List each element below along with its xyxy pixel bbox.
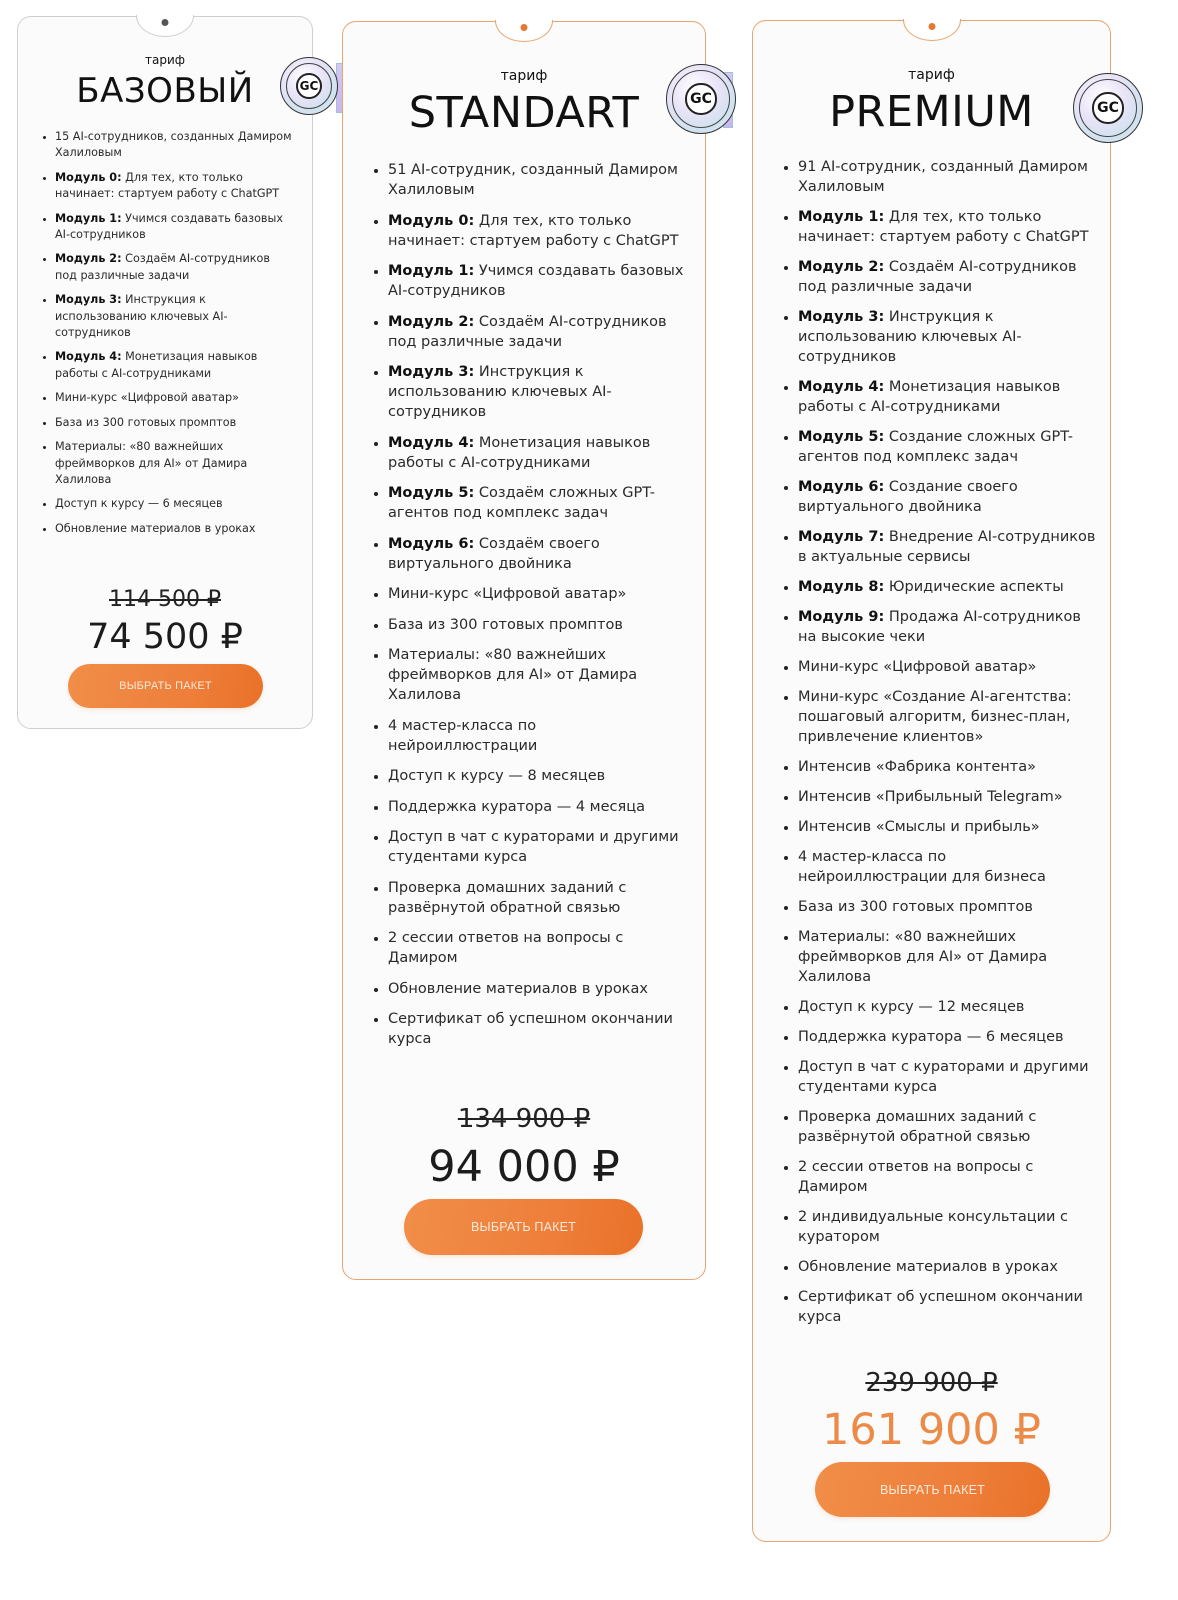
- feature-text: Продажа AI-сотрудников на высокие чеки: [798, 609, 1081, 645]
- notch-dot-icon: [521, 24, 528, 31]
- feature-item: [798, 757, 1098, 777]
- feature-item: [798, 607, 1098, 647]
- feature-item: [55, 439, 295, 488]
- feature-module-label: Модуль 5:: [798, 429, 885, 445]
- old-price: 114 500 ₽: [109, 587, 221, 612]
- badge-ring: [1079, 79, 1137, 137]
- feature-text: 4 мастер-класса по нейроиллюстрации: [388, 717, 538, 754]
- feature-text: Материалы: «80 важнейших фреймворков для AI» от Дамира Халилова: [55, 440, 248, 486]
- feature-module-label: Модуль 1:: [55, 211, 122, 225]
- feature-item: [798, 1287, 1098, 1327]
- feature-item: [388, 645, 688, 705]
- feature-item: [798, 157, 1098, 197]
- feature-text: Поддержка куратора — 6 месяцев: [798, 1029, 1064, 1045]
- feature-text: Доступ в чат с кураторами и другими студентами курса: [798, 1059, 1089, 1095]
- feature-text: Учимся создавать базовых AI-сотрудников: [55, 211, 283, 242]
- feature-text: Интенсив «Фабрика контента»: [798, 759, 1036, 775]
- feature-text: Создаём AI-сотрудников под различные задачи: [388, 313, 667, 350]
- feature-item: [798, 257, 1098, 297]
- feature-text: Создаём своего виртуального двойника: [388, 535, 600, 572]
- feature-module-label: Модуль 9:: [798, 609, 885, 625]
- feature-text: Мини-курс «Цифровой аватар»: [55, 391, 239, 405]
- choose-plan-button-premium[interactable]: ВЫБРАТЬ ПАКЕТ: [815, 1462, 1050, 1517]
- feature-text: Материалы: «80 важнейших фреймворков для AI» от Дамира Халилова: [388, 647, 638, 703]
- plan-label: тариф: [908, 67, 955, 83]
- plan-name: БАЗОВЫЙ: [76, 71, 254, 111]
- feature-text: Сертификат об успешном окончании курса: [798, 1289, 1083, 1325]
- card-notch: [495, 20, 553, 42]
- feature-text: Создаём AI-сотрудников под различные задачи: [798, 259, 1077, 295]
- feature-text: База из 300 готовых промптов: [798, 899, 1033, 915]
- feature-item: [388, 261, 688, 301]
- feature-text: Инструкция к использованию ключевых AI-сотрудников: [798, 309, 1022, 365]
- feature-module-label: Модуль 1:: [798, 209, 885, 225]
- feature-text: Внедрение AI-сотрудников в актуальные сервисы: [798, 529, 1096, 565]
- feature-item: [55, 521, 295, 537]
- feature-text: Для тех, кто только начинает: стартуем работу с ChatGPT: [388, 212, 679, 249]
- getcourse-verified-badge-icon: [280, 57, 338, 115]
- plan-name: STANDART: [408, 88, 640, 138]
- badge-ring: [672, 70, 730, 128]
- feature-item: [388, 160, 688, 200]
- feature-item: [388, 211, 688, 251]
- feature-text: Доступ к курсу — 6 месяцев: [55, 497, 223, 511]
- plan-card-premium: [752, 20, 1119, 1542]
- feature-list: [388, 160, 688, 1060]
- feature-text: Доступ в чат с кураторами и другими студентами курса: [388, 829, 679, 865]
- card-notch: [136, 15, 194, 37]
- feature-text: Для тех, кто только начинает: стартуем работу с ChatGPT: [55, 170, 280, 201]
- feature-text: База из 300 готовых промптов: [55, 415, 237, 429]
- feature-text: 2 индивидуальные консультации с куратором: [798, 1209, 1069, 1245]
- feature-text: Доступ к курсу — 8 месяцев: [388, 768, 606, 784]
- feature-text: Сертификат об успешном окончании курса: [388, 1011, 673, 1047]
- old-price: 134 900 ₽: [457, 1104, 591, 1134]
- feature-item: [798, 527, 1098, 567]
- feature-text: Проверка домашних заданий с развёрнутой обратной связью: [798, 1109, 1037, 1145]
- feature-module-label: Модуль 3:: [798, 309, 885, 325]
- feature-item: [798, 1257, 1098, 1277]
- plan-card-standart: [342, 21, 712, 1280]
- feature-module-label: Модуль 0:: [55, 170, 122, 184]
- feature-text: 91 AI-сотрудник, созданный Дамиром Халиловым: [798, 159, 1088, 195]
- feature-item: [388, 827, 688, 867]
- feature-item: [798, 1057, 1098, 1097]
- feature-text: 2 сессии ответов на вопросы с Дамиром: [388, 930, 624, 966]
- feature-module-label: Модуль 6:: [798, 479, 885, 495]
- feature-item: [55, 390, 295, 406]
- feature-item: [798, 1107, 1098, 1147]
- feature-item: [798, 1157, 1098, 1197]
- feature-item: [798, 1027, 1098, 1047]
- feature-item: [798, 997, 1098, 1017]
- feature-list: [798, 157, 1098, 1337]
- feature-item: [55, 251, 295, 284]
- feature-item: [55, 129, 295, 162]
- feature-text: Проверка домашних заданий с развёрнутой обратной связью: [388, 879, 627, 916]
- feature-text: Создаём AI-сотрудников под различные задачи: [55, 252, 270, 282]
- feature-text: Доступ к курсу — 12 месяцев: [798, 999, 1025, 1015]
- feature-module-label: Модуль 2:: [798, 259, 885, 275]
- feature-text: Юридические аспекты: [884, 579, 1064, 595]
- price: 94 000 ₽: [428, 1142, 620, 1192]
- notch-dot-icon: [928, 23, 935, 30]
- feature-item: [798, 657, 1098, 677]
- feature-module-label: Модуль 4:: [55, 350, 122, 364]
- feature-item: [798, 1207, 1098, 1247]
- feature-item: [388, 878, 688, 918]
- feature-text: Создаём сложных GPT-агентов под комплекс задач: [388, 485, 656, 521]
- feature-text: 4 мастер-класса по нейроиллюстрации для бизнеса: [798, 849, 1046, 885]
- feature-module-label: Модуль 7:: [798, 529, 885, 545]
- feature-item: [798, 477, 1098, 517]
- feature-list: [55, 129, 295, 545]
- feature-text: Создание сложных GPT-агентов под комплекс задач: [798, 429, 1073, 465]
- feature-text: Для тех, кто только начинает: стартуем работу с ChatGPT: [798, 209, 1089, 245]
- feature-text: 51 AI-сотрудник, созданный Дамиром Халиловым: [388, 162, 678, 198]
- feature-item: [388, 615, 688, 635]
- feature-item: [798, 847, 1098, 887]
- feature-text: Мини-курс «Цифровой аватар»: [388, 586, 627, 602]
- feature-module-label: Модуль 1:: [388, 263, 475, 279]
- plan-label: тариф: [144, 53, 186, 67]
- price: 161 900 ₽: [822, 1405, 1041, 1455]
- old-price: 239 900 ₽: [865, 1368, 998, 1398]
- feature-text: Обновление материалов в уроках: [388, 980, 648, 997]
- badge-gc-text: GC: [685, 83, 716, 114]
- feature-item: [388, 1009, 688, 1049]
- feature-text: Монетизация навыков работы с AI-сотрудниками: [55, 350, 258, 380]
- choose-plan-button-basic[interactable]: ВЫБРАТЬ ПАКЕТ: [68, 664, 263, 708]
- feature-text: Обновление материалов в уроках: [798, 1259, 1058, 1275]
- feature-item: [55, 292, 295, 341]
- feature-item: [798, 577, 1098, 597]
- feature-item: [388, 362, 688, 422]
- feature-text: Мини-курс «Создание AI-агентства: пошаговый алгоритм, бизнес-план, привлечение клиентов»: [798, 689, 1072, 745]
- feature-item: [798, 897, 1098, 917]
- feature-text: База из 300 готовых промптов: [388, 616, 623, 633]
- feature-text: Монетизация навыков работы с AI-сотрудниками: [388, 434, 651, 471]
- feature-item: [388, 928, 688, 968]
- getcourse-verified-badge-icon: [1073, 73, 1143, 143]
- feature-item: [388, 797, 688, 817]
- feature-item: [55, 496, 295, 512]
- feature-module-label: Модуль 4:: [798, 379, 885, 395]
- feature-item: [388, 716, 688, 756]
- feature-text: 15 AI-сотрудников, созданных Дамиром Халиловым: [55, 130, 292, 160]
- feature-text: Монетизация навыков работы с AI-сотрудниками: [798, 379, 1061, 415]
- feature-item: [388, 534, 688, 574]
- feature-text: Интенсив «Смыслы и прибыль»: [798, 819, 1040, 835]
- feature-item: [798, 787, 1098, 807]
- feature-module-label: Модуль 8:: [798, 579, 885, 595]
- feature-item: [798, 307, 1098, 367]
- feature-item: [388, 312, 688, 352]
- feature-module-label: Модуль 0:: [388, 212, 475, 229]
- feature-item: [798, 377, 1098, 417]
- badge-gc-text: GC: [296, 73, 322, 99]
- feature-text: Инструкция к использованию ключевых AI-сотрудников: [55, 293, 228, 340]
- feature-text: 2 сессии ответов на вопросы с Дамиром: [798, 1159, 1034, 1195]
- feature-module-label: Модуль 3:: [388, 364, 475, 380]
- feature-text: Интенсив «Прибыльный Telegram»: [798, 789, 1063, 805]
- feature-text: Обновление материалов в уроках: [55, 521, 256, 535]
- badge-gc-text: GC: [1092, 92, 1123, 123]
- feature-item: [55, 211, 295, 244]
- card-notch: [903, 19, 961, 41]
- feature-text: Создание своего виртуального двойника: [798, 479, 1018, 515]
- feature-item: [388, 979, 688, 999]
- feature-module-label: Модуль 6:: [388, 535, 475, 552]
- plan-label: тариф: [500, 68, 548, 84]
- feature-item: [388, 483, 688, 523]
- feature-item: [55, 349, 295, 382]
- feature-module-label: Модуль 2:: [55, 252, 122, 266]
- feature-item: [388, 766, 688, 786]
- plan-name: PREMIUM: [829, 87, 1034, 137]
- feature-item: [798, 927, 1098, 987]
- feature-module-label: Модуль 5:: [388, 485, 475, 501]
- badge-ring: [286, 63, 332, 109]
- feature-item: [798, 687, 1098, 747]
- price: 74 500 ₽: [87, 617, 243, 657]
- feature-module-label: Модуль 2:: [388, 313, 475, 330]
- choose-plan-button-standart[interactable]: ВЫБРАТЬ ПАКЕТ: [404, 1199, 643, 1255]
- feature-item: [55, 170, 295, 203]
- feature-item: [798, 207, 1098, 247]
- feature-item: [55, 415, 295, 431]
- feature-text: Поддержка куратора — 4 месяца: [388, 798, 645, 815]
- plan-card-basic: [17, 16, 319, 729]
- getcourse-verified-badge-icon: [666, 64, 736, 134]
- feature-item: [798, 817, 1098, 837]
- feature-text: Мини-курс «Цифровой аватар»: [798, 659, 1037, 675]
- feature-item: [798, 427, 1098, 467]
- feature-text: Материалы: «80 важнейших фреймворков для AI» от Дамира Халилова: [798, 929, 1048, 985]
- notch-dot-icon: [162, 19, 169, 26]
- feature-text: Учимся создавать базовых AI-сотрудников: [388, 263, 684, 299]
- feature-item: [388, 584, 688, 604]
- feature-module-label: Модуль 3:: [55, 293, 122, 307]
- feature-item: [388, 433, 688, 473]
- feature-text: Инструкция к использованию ключевых AI-сотрудников: [388, 364, 612, 420]
- feature-module-label: Модуль 4:: [388, 434, 475, 451]
